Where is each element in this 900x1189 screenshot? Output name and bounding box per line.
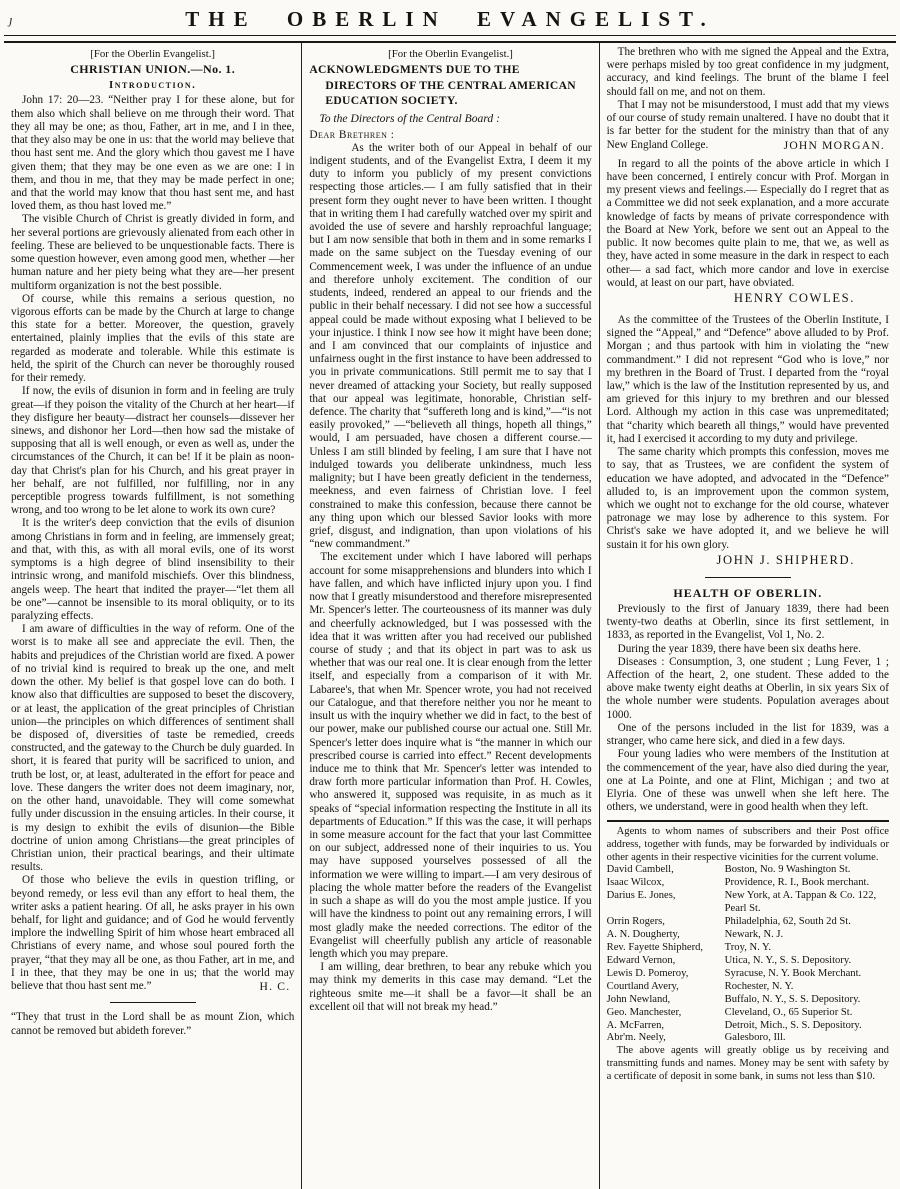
article-paragraph: It is the writer's deep conviction that the evils of disunion among Christians in form and in feeling, are immensely great; and that, with this, as with all moral evils, one of its worst symptoms is a high degree of blind insensibility to their intrinsic wrong, and manifold mischiefs. Over this blindness, angels weep. The heart that indited the prayer—“let them all be one”—cannot be insensible to its moral obliquity, or to its paralyzing effects. (11, 517, 295, 623)
article-paragraph: The excitement under which I have labored will perhaps account for some misapprehensions and blunders into which I have fallen, and which have inflicted injury upon you. I find now that I greatly misunderstood and therefore misrepresented Mr. Spencer's letter. The courteousness of its manner was duly and cheerfully acknowledged, but I was possessed with the idea that it was written after you had received our published course of study ; and that its object in part was to ask us whether that was our real one. It is clear enough from the letter itself, and especially from a comparison of it with Mr. Labaree's, that when Mr. Spencer wrote, you had not received our Catalogue, and that therefore neither you nor he meant to insult us with the inquiry whether we did in fact, to the best of our power, make our published course our actual one. Still Mr. Spencer's letter does inquire what is “the manner in which our prescribed course is carried into effect.” Recent developments induce me to think that Mr. Spencer's letter was intended to draw forth more particular information than Prof. H. Cowles, who answered it, supposed was requisite, in as much as it speaks of “special information respecting the Institute in all its departments of Education.” If this was the case, it will perhaps in some measure account for the fact that your last Committee on our subject, addressed none of their inquiries to us. You may have supposed yourselves possessed of all the information we were willing to impart.—I am very desirous of placing the whole matter before the readers of the Evangelist in such a shape as will do you the most ample justice. If you will have the kindness to point out any remaining errors, I will most gladly make the needed corrections. The editor of the Evangelist will cheerfully publish any article of reasonable length which you may prepare. (309, 551, 592, 961)
column-2 (301, 43, 598, 1189)
article-paragraph: The same charity which prompts this confession, moves me to say, that as Trustees, we are confident the system of education we have adopted, and advocated in the “Defence” alluded to, is an improvement upon the common system, which we ought not to exchange for the old course, whatever patronage we may lose by adherence to this system. For Christ's sake we have adopted it, and we believe he will sustain it for his own glory. (606, 446, 889, 551)
agent-address: Syracuse, N. Y. Book Merchant. (724, 967, 862, 979)
agent-row (607, 929, 889, 942)
agent-name: Orrin Rogers, (606, 916, 665, 928)
article-paragraph: One of the persons included in the list for 1839, was a stranger, who came here sick, and died in a few days. (606, 721, 889, 748)
agent-address: Boston, No. 9 Washington St. (724, 864, 851, 876)
agent-name: A. N. Dougherty, (606, 929, 680, 941)
article-paragraph: In regard to all the points of the above article in which I have been concerned, I entirely concur with Prof. Morgan in my present views and feelings.— Especially do I regret that as a Committee we did not seek explanation, and a more accurate knowledge of facts by means of private correspondence with the Board at New York, before we sent out an Appeal to the public. It now becomes quite plain to me, that we, as well as they, have acted in some measure in the dark in respect to each other— a sad fact, which more candor and love in exercise would, at least on our part, have obviated. (606, 157, 889, 289)
article-paragraph: Of course, while this remains a serious question, no vigorous efforts can be made by the Church at large to change this state for a better. Moreover, the question, gravely entertained, plainly implies that the evils of this state are regarded as moderate and tolerable. While this estimate is held, the spirit of the Church can never be thoroughly roused for their remedy. (11, 292, 295, 385)
signature-line: HENRY COWLES. (733, 290, 855, 305)
article-paragraph: During the year 1839, there have been six deaths here. (617, 642, 861, 655)
article-paragraph: Previously to the first of January 1839, there had been twenty-two deaths at Oberlin, since its first settlement, in 1833, as reported in the Evangelist, Vol 1, No. 2. (606, 602, 889, 642)
agent-name: Lewis D. Pomeroy, (606, 967, 689, 979)
article-title: CHRISTIAN UNION.—No. 1. (70, 62, 236, 77)
agent-address: Buffalo, N. Y., S. S. Depository. (724, 993, 861, 1005)
agent-row (607, 981, 889, 994)
article-paragraph: I am willing, dear brethren, to bear any rebuke which you may think my demerits in this case may demand. “Let the righteous smite me—it shall be a favor—it shall be an excellent oil that will not break my head.” (309, 961, 592, 1013)
agent-row (607, 955, 889, 968)
agent-row (607, 942, 889, 955)
agent-row (607, 968, 889, 981)
agent-row (607, 877, 889, 890)
masthead-rule (4, 35, 896, 43)
agent-name: Courtland Avery, (606, 980, 679, 992)
agent-name: Geo. Manchester, (606, 1006, 682, 1018)
agent-name: Isaac Wilcox, (606, 877, 665, 889)
agent-name: Abr'm. Neely, (606, 1032, 666, 1044)
agent-row (607, 1020, 889, 1033)
section-rule (607, 820, 889, 822)
agent-name: Darius E. Jones, (606, 890, 676, 902)
note-paragraph: Agents to whom names of subscribers and their Post office address, together with funds, may be forwarded by individuals or other agents in their respective vicinities for the current volume. (606, 826, 889, 863)
column-3 (599, 43, 896, 1189)
note-paragraph: The above agents will greatly oblige us by receiving and transmitting funds and names. Money may be sent with safety by a certificate of deposit in some bank, in sums not less than $10. (606, 1045, 889, 1082)
agent-row (607, 890, 889, 916)
agent-name: John Newland, (606, 993, 671, 1005)
signature: JOHN MORGAN. (783, 138, 885, 152)
column-1 (4, 43, 301, 1189)
article-paragraph: The visible Church of Christ is greatly divided in form, and her several portions are grievously alienated from each other in feeling. These are believed to be unquestionable facts. There is some question however, even among good men, whether —her human nature and her piety being what they are—her present multiform organization is not the best possible. (11, 213, 295, 292)
agent-address: Galesboro, Ill. (724, 1032, 786, 1044)
article-subtitle: Introduction. (109, 79, 197, 92)
article-paragraph: The brethren who with me signed the Appeal and the Extra, were perhaps misled by too great confidence in my judgment, accuracy, and kind feelings. The brunt of the blame I feel should fall on me, and not on them. (606, 46, 889, 98)
article-paragraph: As the committee of the Trustees of the Oberlin Institute, I signed the “Appeal,” and “Defence” above alluded to by Prof. Morgan ; and thus partook with him in violating the “new commandment.” I did not represent “God who is love,” nor my brethren in the Board of Trust. I departed from the “royal law,” which is the law of the Institution represented by us, and am grieved for this injury to my brethren and our blessed Lord. Although my action in this case was unpremeditated; that “charity which beareth all things,” would have prevented it, had I exercised it according to my duty and privilege. (606, 313, 889, 445)
agent-address: Newark, N. J. (724, 929, 784, 941)
credit-line: [For the Oberlin Evangelist.] (90, 48, 216, 60)
agent-address: Detroit, Mich., S. S. Depository. (724, 1019, 862, 1031)
section-heading: HEALTH OF OBERLIN. (673, 585, 823, 600)
short-rule (110, 1002, 196, 1003)
article-paragraph: Of those who believe the evils in question trifling, or beyond remedy, or less evil than any effort to heal them, the writer asks a patient hearing. Of all, he asks prayer in his own behalf, for light and guidance; and of God he would fervently implore the indwelling Spirit of him whose heart embraced all Christians of every name, and whose soul poured forth the prayer, “that they may all be one, as thou Father, art in me, and I in thee, that they may be one in us; that the world may believe that thou hast sent me.” H. C. (11, 874, 295, 994)
article-paragraph: “They that trust in the Lord shall be as mount Zion, which cannot be removed but abideth forever.” (11, 1011, 295, 1037)
agents-list (607, 864, 889, 1045)
article-paragraph: John 17: 20—23. “Neither pray I for these alone, but for them also which shall believe on me through their word. That they all may be one; as thou, Father, art in me, and I in thee, that they also may be one in us: that the world may believe that thou hast sent me. And the glory which thou gavest me I have given them; that they may be one even as we are one: I in them, and thou in me, that they may be made perfect in one; and that the world may know that thou hast sent me, and hast loved them, as thou hast loved me.” (11, 94, 295, 213)
agent-address: Providence, R. I., Book merchant. (724, 877, 870, 889)
agent-address: Rochester, N. Y. (724, 980, 794, 992)
agent-name: A. McFarren, (606, 1019, 665, 1031)
handwritten-mark: ȷ (9, 12, 13, 27)
article-title: ACKNOWLEDGMENTS DUE TO THE DIRECTORS OF THE CENTRAL AMERICAN EDUCATION SOCIETY. (309, 63, 576, 107)
agent-name: David Cambell, (606, 864, 674, 876)
article-paragraph: I am aware of difficulties in the way of reform. One of the worst is to make all see and appreciate the evil. Then, the habits and prejudices of the Christian world are fixed. A power of no trivial kind is required to break up the one, and melt down the other. My belief is that gospel love can do both. I know also that difficulties are supposed to beset the discovery, or at least, the application of the great principles of Christian union—the principles on which differences of sentiment shall be disposed of, diversities of taste be remedied, creeds constructed, and the gateway to the Church be duly guarded. In short, it is feared that purity will be sacrificed to union, and truth be lost, or, at least, adulterated in the effort for peace and love. These dangers the writer does not deem imaginary, nor, on the other hand, unavoidable. They will come somewhat fully under discussion in the ensuing articles. In their course, it is my design to exhibit the evils of disunion—the Bible doctrine of union among Christians—the great principles of Christian union, their practical bearings, and their ultimate results. (11, 623, 295, 874)
agent-row (607, 994, 889, 1007)
agent-row (607, 916, 889, 929)
agent-address: New York, at A. Tappan & Co. 122, Pearl St. (724, 890, 877, 915)
agent-name: Edward Vernon, (606, 954, 676, 966)
newspaper-masthead: THE OBERLIN EVANGELIST. (185, 7, 715, 31)
article-columns (4, 43, 896, 1189)
article-paragraph: If now, the evils of disunion in form and in feeling are truly great—if they poison the vitality of the Church at her heart—if they disfigure her beauty—distract her counsels—dissever her sinews, and dishonor her Lord—then how sad the mistake of supposing that all is well enough, or even as well as, under the circumstances of the Church, it can be! If it be plain as noon-day that Christ's plan for his Church, and his great prayer in her behalf, are not fulfilled, nor fulfilling, nor in any perceptible progress towards fulfillment, is not something wrong, and too wrong to be let alone to work its own cure? (11, 385, 295, 517)
signature: H. C. (259, 980, 291, 994)
salutation-line: To the Directors of the Central Board : (319, 111, 500, 125)
agent-address: Cleveland, O., 65 Superior St. (724, 1006, 853, 1018)
short-rule (705, 577, 791, 578)
article-paragraph: As the writer both of our Appeal in behalf of our indigent students, and of the Evangelist Extra, I deem it my duty to inform you publicly of my present convictions respecting those articles.— I am fully satisfied that in their present form they ought never to have been written. I thought that in writing them I had carefully watched over my spirit and avoided the use of severe and harshly reproachful language; but I am now sensible that both in them and in some remarks I made on the same subject on the Tuesday evening of our Commencement week, I was under the influence of an undue and therefore unholy excitement. The condition of our students, indeed, rendered an appeal to our friends and the public in their behalf necessary. I did not see how a successful appeal could be made without exposing what I believed to be your injustice. I think I now see how it might have been done; and I am convinced that our complaints of injustice and unfairness ought in the first instance to have been addressed to you in private communications. Still permit me to say that I never dreamed of attacking your Society, but really supposed that our appeal was legitimate, honorable, Christian self-defence. The charity that “suffereth long and is kind,”—“is not easily provoked,” —“believeth all things, hopeth all things,” would, I am persuaded, have chosen a different course.— Unless I am still blinded by feeling, I am sure that I have not indulged towards you deliberate unkindness, much less malignity; but I have been greatly deficient in the tenderness, meekness, and even fairness of Christian love. I feel constrained to make this confession, because there cannot be any thing upon which our blessed Savior looks with more grief, disgust, and indignation, than upon violations of his “new commandment.” (309, 141, 592, 551)
agent-row (607, 864, 889, 877)
article-paragraph: Diseases : Consumption, 3, one student ; Lung Fever, 1 ; Affection of the heart, 2, one student. These added to the above make twenty eight deaths at Oberlin, in six years Six of the whole number were students. Population averages about 1000. (606, 655, 889, 721)
agent-row (607, 1007, 889, 1020)
agent-name: Rev. Fayette Shipherd, (606, 942, 704, 954)
credit-line: [For the Oberlin Evangelist.] (388, 48, 513, 60)
agent-address: Utica, N. Y., S. S. Depository. (724, 954, 852, 966)
agent-address: Philadelphia, 62, South 2d St. (724, 916, 851, 928)
greeting-line: Dear Brethren : (309, 128, 395, 141)
agent-address: Troy, N. Y. (724, 942, 771, 954)
article-paragraph: Four young ladies who were members of the Institution at the commencement of the year, have also died during the year, one at La Pointe, and one at Flint, Michigan ; and two at Elyria. One of these was unwell when she left here. The others, we understand, were in good health when they left. (606, 748, 889, 814)
article-paragraph: That I may not be misunderstood, I must add that my views of our course of study remain unaltered. I have no doubt that it is far better for the student for the ministry than that of any New England College. JOHN MORGAN. (606, 98, 889, 152)
signature-line: JOHN J. SHIPHERD. (716, 552, 855, 567)
agent-row (607, 1032, 889, 1045)
